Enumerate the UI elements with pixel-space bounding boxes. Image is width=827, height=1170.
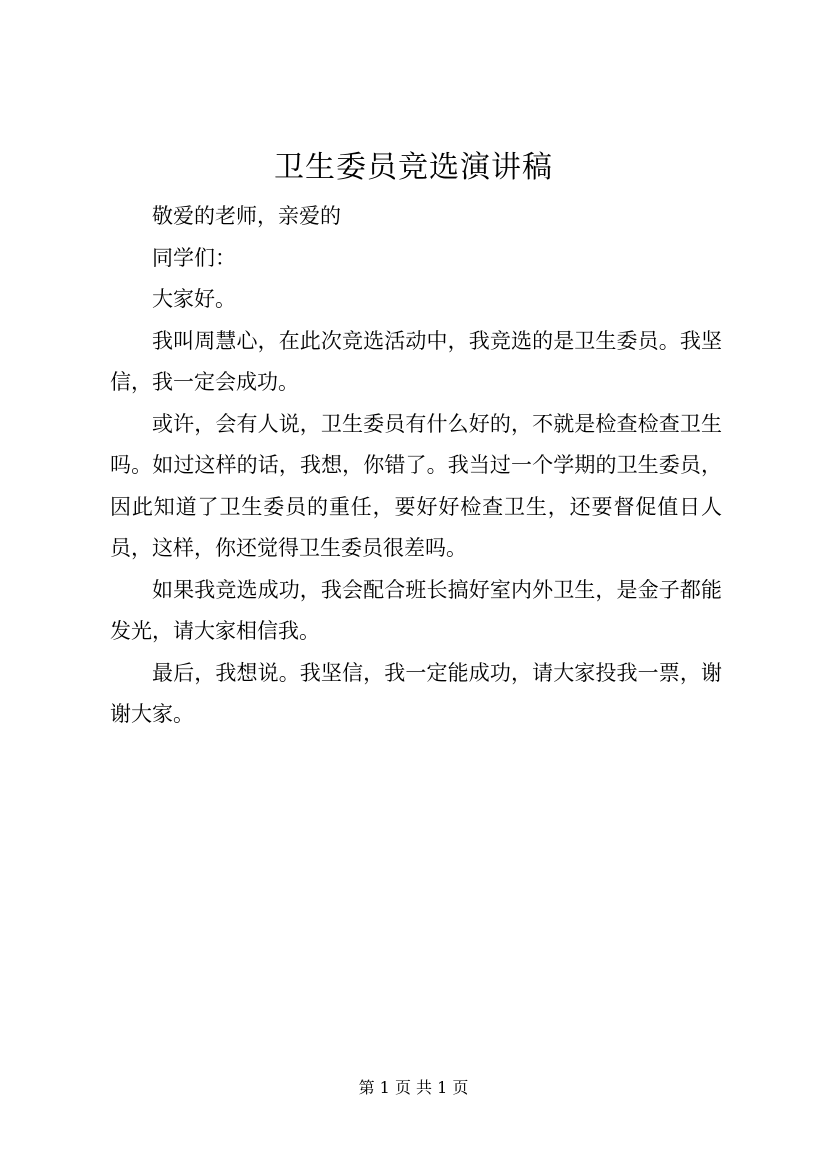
intro-paragraph: 我叫周慧心，在此次竞选活动中，我竞选的是卫生委员。我坚信，我一定会成功。	[110, 328, 722, 394]
closing-paragraph: 最后，我想说。我坚信，我一定能成功，请大家投我一票，谢谢大家。	[110, 660, 722, 726]
promise-paragraph: 如果我竞选成功，我会配合班长搞好室内外卫生，是金子都能发光，请大家相信我。	[110, 577, 722, 643]
salutation-line-1: 敬爱的老师，亲爱的	[152, 204, 341, 228]
greeting-paragraph: 大家好。	[152, 287, 236, 311]
document-body	[110, 196, 722, 736]
page-number-footer: 第 1 页 共 1 页	[358, 1078, 469, 1097]
salutation-line-2: 同学们：	[152, 245, 236, 270]
argument-paragraph: 或许，会有人说，卫生委员有什么好的，不就是检查检查卫生吗。如过这样的话，我想，你错了。我当过一个学期的卫生委员，因此知道了卫生委员的重任，要好好检查卫生，还要督促值日人员，这样，你还觉得卫生委员很差吗。	[110, 411, 722, 560]
document-title: 卫生委员竞选演讲稿	[274, 150, 553, 185]
